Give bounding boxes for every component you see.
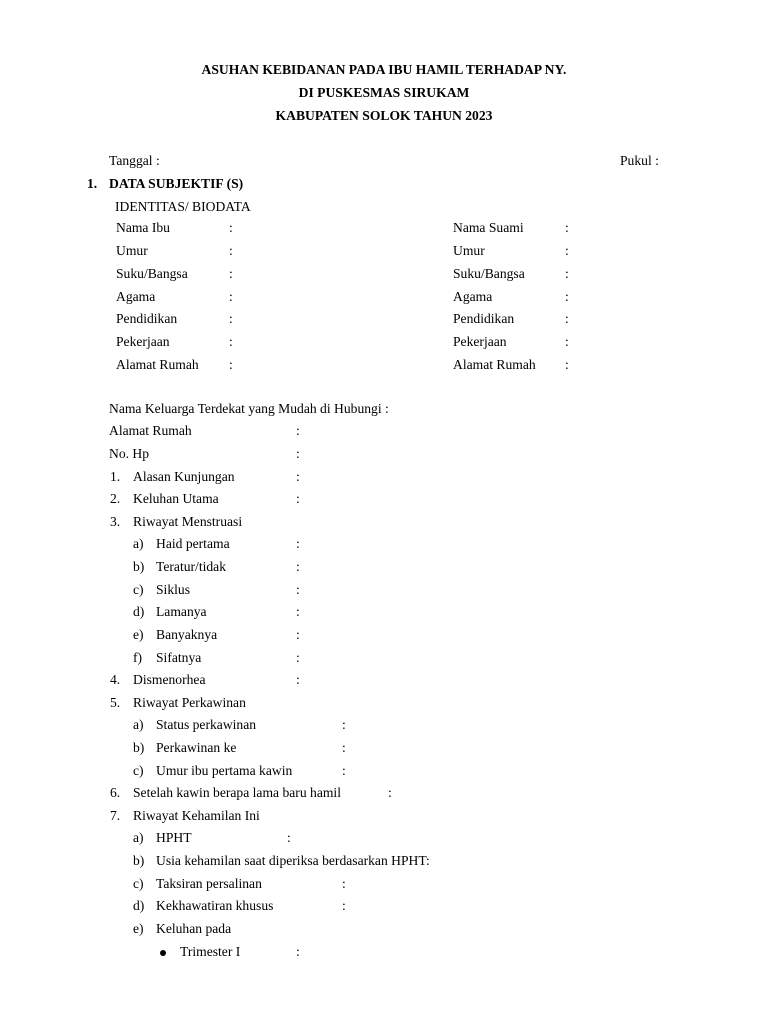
tanggal-label: Tanggal : [109,153,160,168]
subitem-teratur: Teratur/tidak [156,559,227,574]
item-number: 6. [110,785,121,800]
item-riwayat-menstruasi: Riwayat Menstruasi [133,514,243,529]
identity-right-label: Agama [453,289,493,304]
item-colon: : [296,944,300,959]
item-colon: : [296,672,300,687]
family-alamat-label: Alamat Rumah [109,423,192,438]
identity-right-label: Pendidikan [453,311,515,326]
item-colon: : [296,650,300,665]
item-number: 4. [110,672,121,687]
identity-left-label: Umur [116,243,148,258]
item-riwayat-kehamilan: Riwayat Kehamilan Ini [133,808,260,823]
item-colon: : [342,876,346,891]
subitem-letter: f) [133,650,143,665]
identity-left-label: Pekerjaan [116,334,170,349]
subitem-letter: c) [133,582,144,597]
subitem-sifatnya: Sifatnya [156,650,202,665]
identity-left-colon: : [229,243,233,258]
item-colon: : [342,717,346,732]
doc-title-line2: DI PUSKESMAS SIRUKAM [298,85,470,100]
item-number: 3. [110,514,121,529]
item-colon: : [296,604,300,619]
subitem-lamanya: Lamanya [156,604,207,619]
item-number: 7. [110,808,121,823]
subitem-letter: a) [133,536,144,551]
subitem-usia-kehamilan: Usia kehamilan saat diperiksa berdasarkan HPHT: [156,853,430,868]
family-hp-colon: : [296,446,300,461]
subitem-letter: e) [133,627,144,642]
identity-left-label: Nama Ibu [116,220,170,235]
item-colon: : [342,898,346,913]
item-colon: : [296,582,300,597]
subitem-perkawinan-ke: Perkawinan ke [156,740,237,755]
identity-left-colon: : [229,357,233,372]
item-colon: : [287,830,291,845]
identity-left-colon: : [229,266,233,281]
item-number: 1. [110,469,121,484]
family-alamat-colon: : [296,423,300,438]
identity-left-label: Pendidikan [116,311,178,326]
section1-title: DATA SUBJEKTIF (S) [109,176,244,191]
subitem-taksiran-persalinan: Taksiran persalinan [156,876,262,891]
identity-right-label: Umur [453,243,485,258]
subitem-status-perkawinan: Status perkawinan [156,717,257,732]
subitem-letter: d) [133,604,145,619]
subitem-umur-pertama-kawin: Umur ibu pertama kawin [156,763,293,778]
subitem-letter: b) [133,559,145,574]
item-colon: : [342,763,346,778]
subitem-trimester-1: Trimester I [180,944,241,959]
identity-left-colon: : [229,220,233,235]
item-keluhan-utama: Keluhan Utama [133,491,219,506]
subitem-letter: d) [133,898,145,913]
identity-heading: IDENTITAS/ BIODATA [115,199,251,214]
item-colon: : [388,785,392,800]
subitem-letter: c) [133,876,144,891]
item-dismenorhea: Dismenorhea [133,672,206,687]
identity-right-colon: : [565,289,569,304]
family-heading: Nama Keluarga Terdekat yang Mudah di Hubungi : [109,401,389,416]
item-number: 2. [110,491,121,506]
section1-number: 1. [87,176,98,191]
identity-right-colon: : [565,266,569,281]
identity-left-label: Alamat Rumah [116,357,199,372]
identity-right-label: Alamat Rumah [453,357,536,372]
family-hp-label: No. Hp [109,446,150,461]
item-colon: : [296,536,300,551]
subitem-letter: e) [133,921,144,936]
identity-right-colon: : [565,311,569,326]
item-number: 5. [110,695,121,710]
identity-left-colon: : [229,334,233,349]
item-colon: : [296,469,300,484]
doc-title-line1: ASUHAN KEBIDANAN PADA IBU HAMIL TERHADAP NY. [201,62,567,77]
item-colon: : [296,627,300,642]
identity-left-colon: : [229,289,233,304]
identity-right-label: Suku/Bangsa [453,266,525,281]
subitem-kekhawatiran: Kekhawatiran khusus [156,898,274,913]
item-alasan-kunjungan: Alasan Kunjungan [133,469,235,484]
subitem-hpht: HPHT [156,830,192,845]
subitem-letter: c) [133,763,144,778]
item-colon: : [296,491,300,506]
pukul-label: Pukul : [620,153,659,168]
identity-right-colon: : [565,220,569,235]
subitem-keluhan-pada: Keluhan pada [156,921,232,936]
identity-right-colon: : [565,334,569,349]
identity-right-label: Nama Suami [453,220,524,235]
identity-left-colon: : [229,311,233,326]
identity-left-label: Agama [116,289,156,304]
bullet-icon [160,950,166,956]
doc-title-line3: KABUPATEN SOLOK TAHUN 2023 [275,108,493,123]
subitem-letter: a) [133,830,144,845]
item-lama-hamil: Setelah kawin berapa lama baru hamil [133,785,341,800]
subitem-letter: b) [133,740,145,755]
item-colon: : [342,740,346,755]
identity-right-label: Pekerjaan [453,334,507,349]
subitem-haid-pertama: Haid pertama [156,536,230,551]
subitem-letter: b) [133,853,145,868]
identity-right-colon: : [565,357,569,372]
item-riwayat-perkawinan: Riwayat Perkawinan [133,695,246,710]
identity-left-label: Suku/Bangsa [116,266,188,281]
item-colon: : [296,559,300,574]
subitem-banyaknya: Banyaknya [156,627,218,642]
identity-right-colon: : [565,243,569,258]
subitem-siklus: Siklus [156,582,190,597]
subitem-letter: a) [133,717,144,732]
